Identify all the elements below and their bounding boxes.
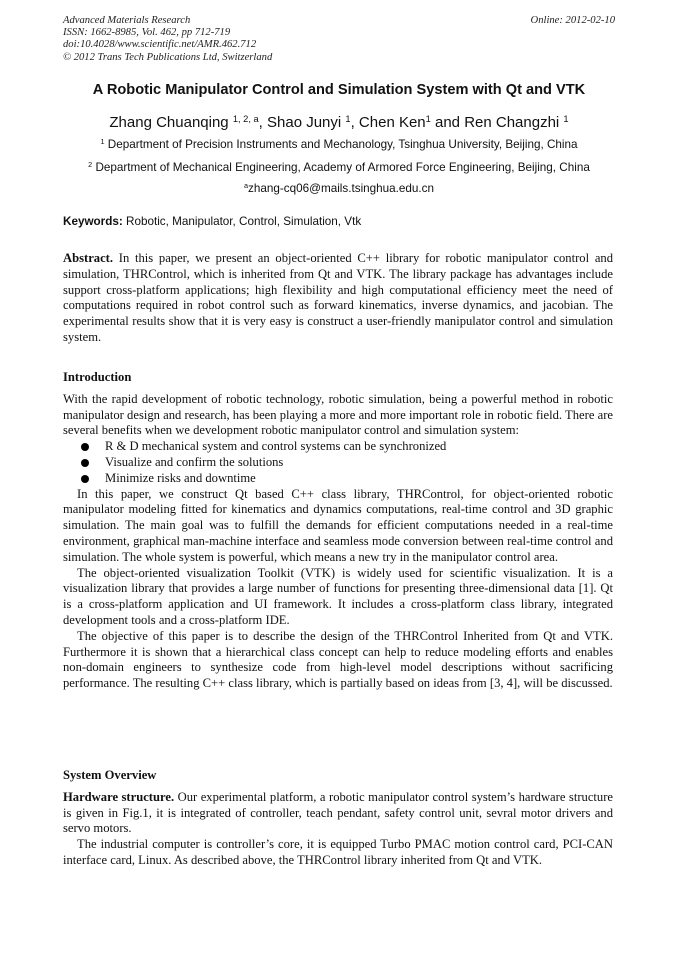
section-heading-introduction: Introduction <box>63 370 132 384</box>
introduction-section <box>63 370 613 692</box>
bullet-icon <box>81 475 89 483</box>
paper-title: A Robotic Manipulator Control and Simulation System with Qt and VTK <box>92 82 586 98</box>
author-separator: , <box>350 114 359 131</box>
hardware-label: Hardware structure. <box>63 789 175 804</box>
overview-paragraph-2: The industrial computer is controller’s core, it is equipped Turbo PMAC motion control card, PCI-CAN interface card, Linux. As described above, the THRControl library inherited from Qt and VTK. <box>63 837 613 867</box>
affiliation-1 <box>0 138 678 151</box>
author-affiliation-mark: 1 <box>563 113 569 124</box>
intro-paragraph-1: With the rapid development of robotic technology, robotic simulation, being a powerful method in robotic manipulator design and research, has been playing a more and more important role in robotic field. There are several benefits when we development robotic manipulator control and simulation system: <box>63 391 613 438</box>
abstract-label: Abstract. <box>63 251 114 265</box>
intro-paragraph-4: The objective of this paper is to describe the design of the THRControl Inherited from Qt and VTK. Furthermore it is shown that a hierarchical class concept can help to reduce modeling efforts and enables non-domain engineers to synthesize code from high-level model descriptions without sacrificing performance. The resulting C++ class library, which is partially based on ideas from [3, 4], will be discussed. <box>63 628 613 691</box>
author-affiliation-mark: 1 <box>345 113 351 124</box>
list-item <box>81 455 613 471</box>
list-item <box>81 439 613 455</box>
list-item <box>81 471 613 487</box>
author-separator: , <box>258 114 268 131</box>
intro-paragraph-2: In this paper, we construct Qt based C++ class library, THRControl, for object-oriented robotic manipulator modeling fitted for kinematics and dynamics computations, real-time control and 3D graphic simulation. The main goal was to fulfill the demands for efficient computations needed in a real-time environment, graphical man-machine interface and seamless mode conversion between real-time control and simulation. The whole system is powerful, which means a new try in the manipulator control area. <box>63 486 613 564</box>
journal-header <box>63 15 272 64</box>
hardware-text: Our experimental platform, a robotic manipulator control system’s hardware structure is given in Fig.1, it is integrated of controller, teach pendant, safety control unit, sevral motor drivers and servo motors. <box>63 789 613 836</box>
keywords-label: Keywords: <box>63 215 123 228</box>
issn: ISSN: 1662-8985, Vol. 462, pp 712-719 <box>63 27 231 39</box>
email-mark: a <box>243 181 249 191</box>
affiliation-mark: 1 <box>100 137 105 147</box>
affiliation-text: Department of Mechanical Engineering, Academy of Armored Force Engineering, Beijing, China <box>92 161 590 174</box>
author-name: Zhang Chuanqing <box>109 114 233 131</box>
author-list <box>0 114 678 131</box>
list-item-text: R & D mechanical system and control systems can be synchronized <box>105 439 447 454</box>
list-item-text: Visualize and confirm the solutions <box>105 454 284 469</box>
abstract-text: In this paper, we present an object-oriented C++ library for robotic manipulator control and simulation, THRControl, which is inherited from Qt and VTK. The library package has advantages include support cross-platform applications; high flexibility and high computational efficiency meet the need of computations required in robot control such as forward kinematics, inverse dynamics, and jacobian. The experimental results show that it is very easy is construct a user-friendly manipulator control and simulation system. <box>63 251 613 344</box>
keywords <box>63 215 361 228</box>
doi: doi:10.4028/www.scientific.net/AMR.462.712 <box>63 39 257 51</box>
affiliation-text: Department of Precision Instruments and Mechanology, Tsinghua University, Beijing, China <box>104 138 578 151</box>
intro-paragraph-3: The object-oriented visualization Toolkit (VTK) is widely used for scientific visualization. It is a visualization library that provides a large number of functions for presenting three-dimensional data [1]. Qt is a cross-platform application and UI framework. It includes a cross-platform class library, integrated development tools and a cross-platform IDE. <box>63 565 613 627</box>
online-date: Online: 2012-02-10 <box>530 15 615 26</box>
author-name: Shao Junyi <box>267 114 346 131</box>
keywords-text: Robotic, Manipulator, Control, Simulation, Vtk <box>122 215 362 228</box>
journal-name: Advanced Materials Research <box>63 15 191 26</box>
abstract <box>63 251 613 346</box>
corresponding-email <box>0 182 678 195</box>
author-separator: and <box>430 114 465 131</box>
author-affiliation-mark: 1, 2, a <box>232 113 259 124</box>
bullet-icon <box>81 459 89 467</box>
benefits-list <box>63 439 613 486</box>
affiliation-mark: 2 <box>88 160 93 170</box>
author-name: Ren Changzhi <box>464 114 564 131</box>
section-heading-system-overview: System Overview <box>63 768 157 782</box>
email-text[interactable]: zhang-cq06@mails.tsinghua.edu.cn <box>248 182 435 195</box>
system-overview-section <box>63 768 613 869</box>
hardware-paragraph <box>63 790 613 837</box>
author-affiliation-mark: 1 <box>425 113 431 124</box>
bullet-icon <box>81 443 89 451</box>
affiliation-2 <box>0 161 678 174</box>
author-name: Chen Ken <box>358 114 426 131</box>
list-item-text: Minimize risks and downtime <box>105 470 256 485</box>
copyright: © 2012 Trans Tech Publications Ltd, Switzerland <box>63 51 273 63</box>
